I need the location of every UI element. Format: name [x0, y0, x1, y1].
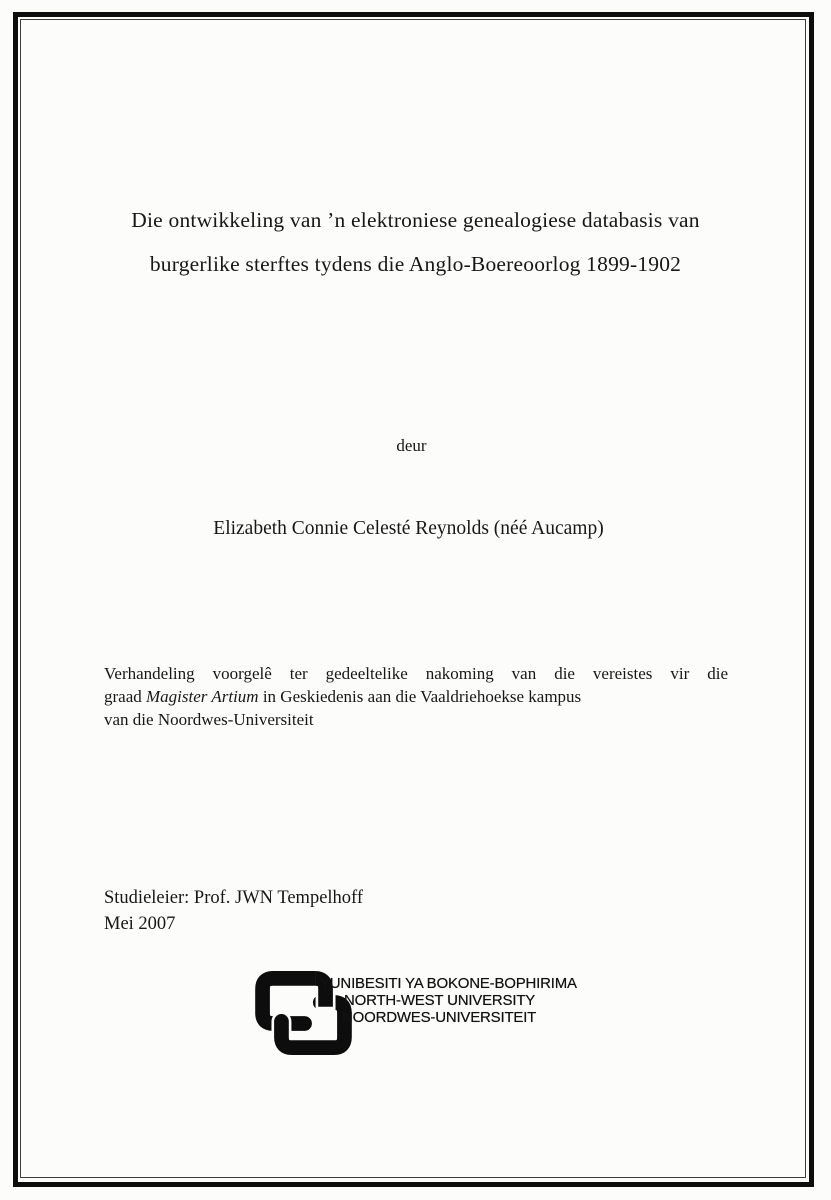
degree-name: Magister Artium [146, 687, 259, 706]
author-name: Elizabeth Connie Celesté Reynolds (néé Aucamp) [213, 518, 604, 539]
degree-statement [104, 662, 728, 731]
thesis-title-line1: Die ontwikkeling van ’n elektroniese genealogiese databasis van [131, 208, 700, 232]
degree-statement-line1: Verhandeling voorgelê ter gedeeltelike nakoming van die vereistes vir die [104, 664, 728, 683]
degree-statement-line2-prefix: graad [104, 687, 147, 706]
supervisor-line: Studieleier: Prof. JWN Tempelhoff [104, 888, 364, 908]
thesis-title-line2: burgerlike sterftes tydens die Anglo-Boereoorlog 1899-1902 [149, 252, 682, 276]
logo-text-afrikaans: NOORDWES-UNIVERSITEIT [342, 1009, 537, 1026]
degree-statement-line2 [104, 685, 728, 708]
logo-text-english: NORTH-WEST UNIVERSITY [344, 992, 536, 1009]
thesis-title [40, 198, 791, 286]
byline-deur: deur [396, 436, 427, 455]
supervisor-block [104, 885, 363, 937]
date-line: Mei 2007 [104, 914, 176, 934]
degree-statement-line3: van die Noordwes-Universiteit [104, 710, 314, 729]
degree-statement-line2-suffix: in Geskiedenis aan die Vaaldriehoekse kampus [258, 687, 582, 706]
logo-text-setswana: YUNIBESITI YA BOKONE-BOPHIRIMA [320, 975, 577, 992]
